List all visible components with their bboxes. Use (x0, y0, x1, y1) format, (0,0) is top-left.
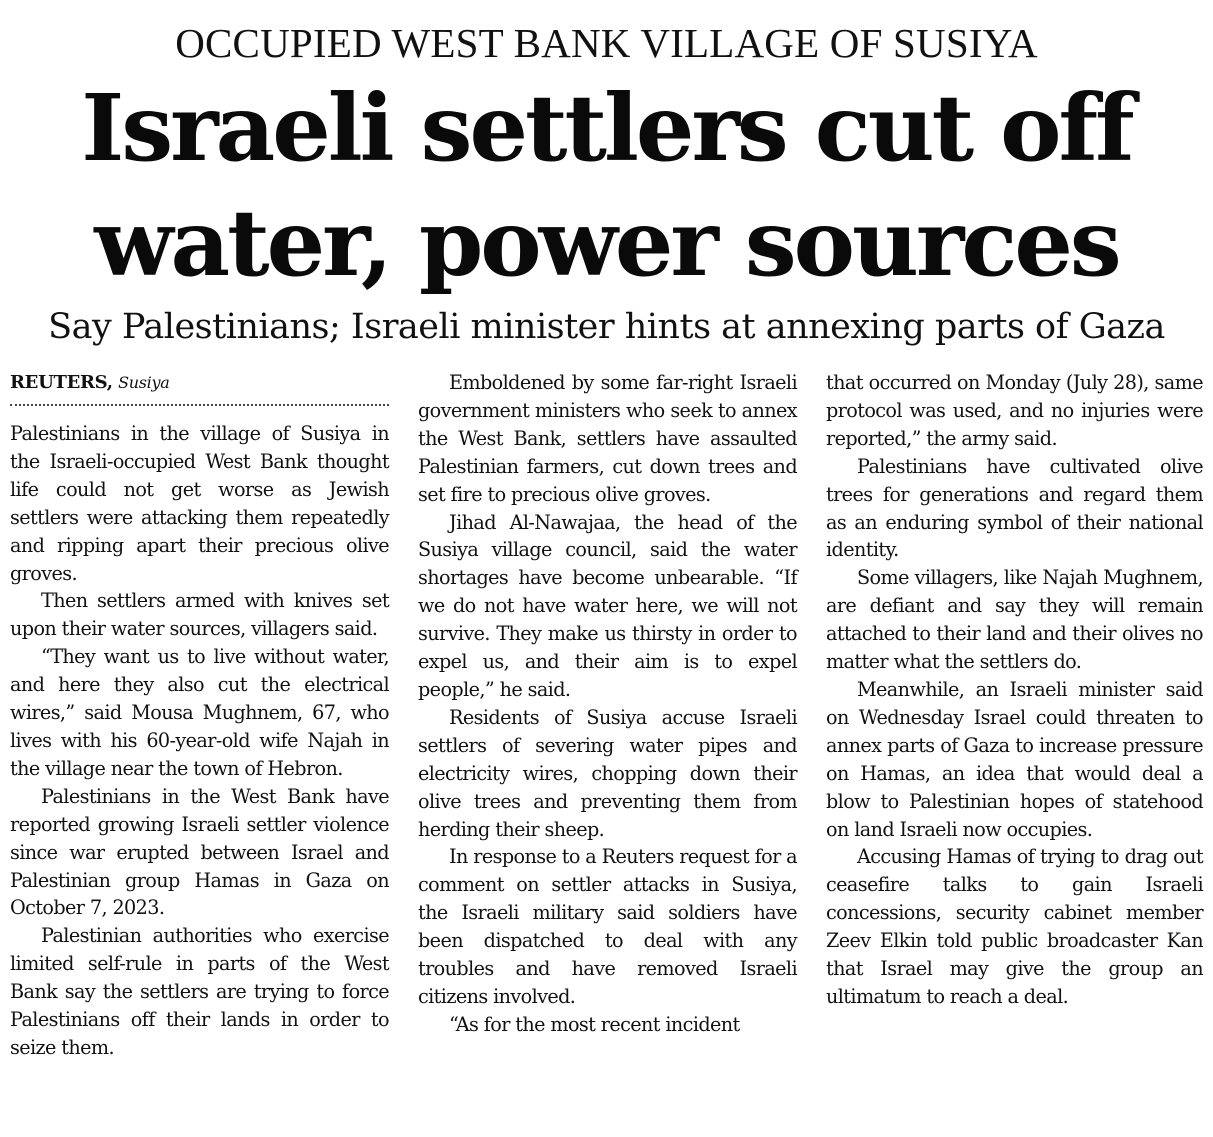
article-paragraph: Palestinians in the village of Susiya in the Israeli-occupied West Bank thought life could not get worse as Jewish settlers were attacking them repeatedly and ripping apart their precious olive groves. (10, 422, 389, 585)
article-paragraph: “As for the most recent incident (449, 1012, 740, 1036)
article-column-2 (418, 369, 797, 1039)
article-paragraph: Emboldened by some far-right Israeli government ministers who seek to annex the West Bank, settlers have assaulted Palestinian farmers, cut down trees and set fire to precious olive groves. (418, 371, 797, 506)
byline-agency: REUTERS, (10, 372, 113, 393)
headline-line-1: Israeli settlers cut off (81, 74, 1132, 182)
article-paragraph: “They want us to live without water, and here they also cut the electrical wires,” said Mousa Mughnem, 67, who lives with his 60-year-old wife Najah in the village near the town of Hebron. (10, 645, 389, 780)
kicker: OCCUPIED WEST BANK VILLAGE OF SUSIYA (175, 20, 1038, 66)
byline (10, 369, 389, 396)
article-paragraph: Then settlers armed with knives set upon their water sources, villagers said. (10, 589, 389, 641)
article-paragraph: In response to a Reuters request for a comment on settler attacks in Susiya, the Israeli military said soldiers have been dispatched to deal with any troubles and have removed Israeli citizens involved. (418, 845, 797, 1008)
byline-place: Susiya (118, 373, 170, 392)
article-column-1 (10, 369, 389, 1062)
article-paragraph: Palestinians in the West Bank have reported growing Israeli settler violence since war erupted between Israel and Palestinian group Hamas in Gaza on October 7, 2023. (10, 784, 389, 920)
article-paragraph: Meanwhile, an Israeli minister said on Wednesday Israel could threaten to annex parts of Gaza to increase pressure on Hamas, an idea that would deal a blow to Palestinian hopes of statehood on land Israeli now occupies. (826, 677, 1203, 841)
article-paragraph: Residents of Susiya accuse Israeli settlers of severing water pipes and electricity wires, chopping down their olive trees and preventing them from herding their sheep. (418, 705, 797, 841)
headline-line-2: water, power sources (94, 189, 1119, 297)
article-column-3 (826, 369, 1203, 1011)
article-paragraph: Accusing Hamas of trying to drag out ceasefire talks to gain Israeli concessions, security cabinet member Zeev Elkin told public broadcaster Kan that Israel may give the group an ultimatum to reach a deal. (826, 845, 1203, 1008)
byline-divider (10, 404, 389, 406)
subheadline: Say Palestinians; Israeli minister hints at annexing parts of Gaza (48, 307, 1165, 347)
article-paragraph: Palestinian authorities who exercise limited self-rule in parts of the West Bank say the settlers are trying to force Palestinians off their lands in order to seize them. (10, 924, 389, 1059)
article-paragraph: Palestinians have cultivated olive trees for generations and regard them as an enduring symbol of their national identity. (826, 454, 1203, 562)
article-paragraph: that occurred on Monday (July 28), same protocol was used, and no injuries were reported,” the army said. (826, 371, 1203, 450)
article-paragraph: Jihad Al-Nawajaa, the head of the Susiya village council, said the water shortages have become unbearable. “If we do not have water here, we will not survive. They make us thirsty in order to expel us, and their aim is to expel people,” he said. (418, 510, 797, 701)
article-paragraph: Some villagers, like Najah Mughnem, are defiant and say they will remain attached to their land and their olives no matter what the settlers do. (826, 566, 1203, 674)
